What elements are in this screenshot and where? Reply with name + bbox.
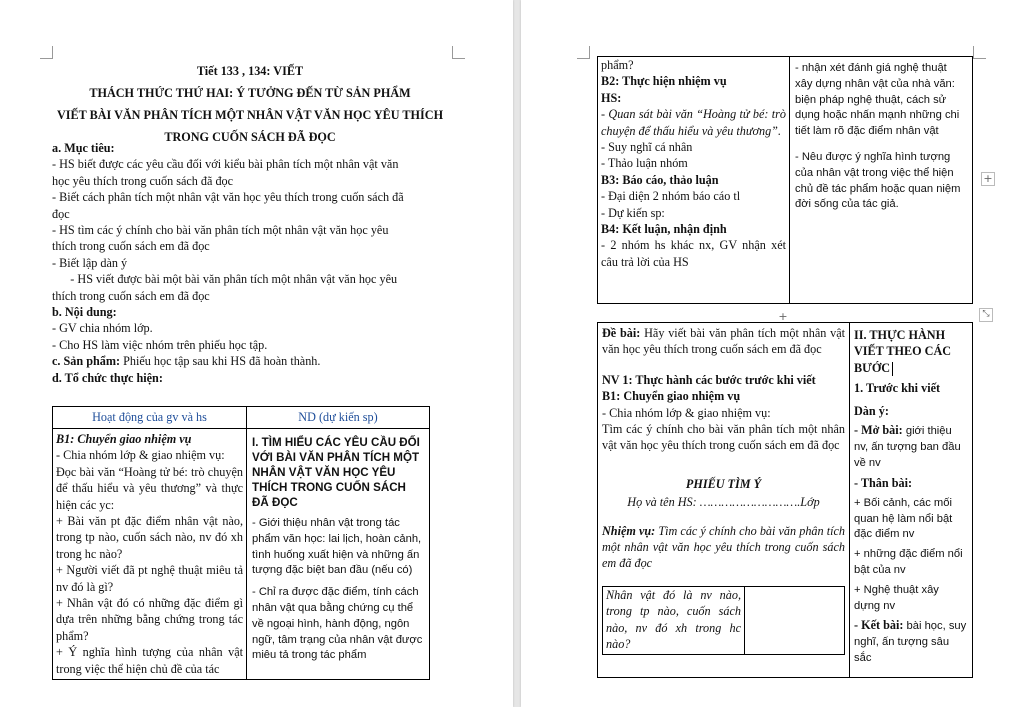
- step-label: Đề bài:: [602, 326, 641, 340]
- text-line: - HS tìm các ý chính cho bài văn phân tích một nhân vật văn học yêu: [52, 223, 389, 238]
- text-line: đọc: [52, 206, 70, 221]
- text-line: + Bài văn pt đặc điểm nhân vật nào, trong tp nào, cuốn sách nào, nv đó xh trong hc nào?: [56, 514, 243, 561]
- margin-marker: [973, 46, 986, 59]
- table-move-handle[interactable]: ⤡: [979, 308, 993, 322]
- worksheet-answer-cell[interactable]: [745, 586, 845, 654]
- step-label: B2: Thực hiện nhiệm vụ: [601, 74, 727, 89]
- outline-part-label: - Kết bài:: [854, 618, 904, 633]
- text-line: - Chia nhóm lớp & giao nhiệm vụ:: [602, 405, 771, 420]
- section-heading: b. Nội dung:: [52, 305, 117, 320]
- margin-marker: [40, 46, 53, 59]
- worksheet-question-cell: Nhân vật đó là nv nào, trong tp nào, cuốn sách nào, nv đó xh trong hc nào?: [603, 586, 745, 654]
- outline-conclusion: [854, 618, 968, 666]
- worksheet-table: [602, 586, 845, 655]
- lesson-title-block: [40, 60, 460, 148]
- table-cell-content: [790, 57, 973, 304]
- table-cell-content: [247, 429, 430, 680]
- practice-table: [597, 322, 973, 678]
- task-line: [602, 523, 845, 572]
- text-line: - nhận xét đánh giá nghệ thuật xây dựng nhân vật của nhà văn: biện pháp nghệ thuật, cách sử dụng hoặc nhấn mạnh những chi tiết làm rõ đặc điểm nhân vật: [795, 62, 960, 138]
- content-subheading: 1. Trước khi viết: [854, 381, 941, 396]
- assignment-line: [602, 325, 845, 358]
- outline-intro: [854, 423, 968, 471]
- text-line: - Biết cách phân tích một nhân vật văn học yêu thích trong cuốn sách đã: [52, 190, 404, 205]
- step-label: NV 1: Thực hành các bước trước khi viết: [602, 372, 816, 387]
- text-line: - Thảo luận nhóm: [601, 156, 688, 171]
- text-line: + Nghệ thuật xây dựng nv: [854, 583, 939, 612]
- text-line: giới thiệu nv, ấn tượng ban đầu về nv: [854, 425, 961, 469]
- section-heading: c. Sản phẩm:: [52, 354, 121, 369]
- text-line: + những đặc điểm nổi bật của nv: [854, 548, 963, 577]
- step-label: B1: Chuyển giao nhiệm vụ: [602, 389, 741, 404]
- table-cell-content: [850, 323, 973, 678]
- text-line: - Suy nghĩ cá nhân: [601, 140, 693, 155]
- activity-table-continued: [597, 56, 973, 304]
- worksheet-title: PHIẾU TÌM Ý: [685, 476, 762, 491]
- outline-part-label: - Mở bài:: [854, 423, 903, 438]
- text-line: Đọc bài văn “Hoàng tử bé: trò chuyện để thấu hiểu và yêu thương” và thực hiện các yc:: [56, 464, 243, 512]
- text-line: Tìm các ý chính cho bài văn phân tích một nhân vật văn học yêu thích trong cuốn sách em đã đọc: [602, 523, 845, 571]
- text-line: - Nêu được ý nghĩa hình tượng của nhân vật trong việc thể hiện chủ đề tác phẩm hoặc quan niệm đời sống của tác giả.: [795, 150, 961, 211]
- insert-row-button[interactable]: +: [778, 310, 788, 323]
- text-line: + Nhân vật đó có những đặc điểm gì dựa trên những bằng chứng trong tác phẩm?: [56, 596, 243, 643]
- margin-marker: [577, 46, 590, 59]
- student-name-line: Họ và tên HS: ……………………….Lớp: [627, 495, 820, 510]
- text-cursor: [892, 362, 893, 376]
- section-heading: d. Tổ chức thực hiện:: [52, 370, 163, 385]
- text-line: Phiếu học tập sau khi HS đã hoàn thành.: [120, 354, 321, 369]
- text-line: - Chỉ ra được đặc điểm, tính cách nhân vật qua bằng chứng cụ thể về ngoại hình, hành động, ngôn ngữ, tâm trạng của nhân vật được miêu tả trong tác phẩm: [252, 586, 423, 662]
- lesson-subtitle: TRONG CUỐN SÁCH ĐÃ ĐỌC: [164, 130, 336, 144]
- lesson-title: Tiết 133 , 134: VIẾT: [196, 64, 304, 78]
- text-line: - Quan sát bài văn “Hoàng tử bé: trò chuyện để thấu hiểu và yêu thương”.: [601, 107, 786, 138]
- section-heading: a. Mục tiêu:: [52, 141, 115, 155]
- lesson-subtitle: THÁCH THỨC THỨ HAI: Ý TƯỞNG ĐẾN TỪ SẢN PHẨM: [89, 86, 411, 100]
- text-line: thích trong cuốn sách em đã đọc: [52, 239, 210, 254]
- table-header: Hoạt động của gv và hs: [53, 407, 247, 429]
- text-line: - Dự kiến sp:: [601, 205, 665, 220]
- content-heading: I. TÌM HIỂU CÁC YÊU CẦU ĐỐI VỚI BÀI VĂN PHÂN TÍCH MỘT NHÂN VẬT VĂN HỌC YÊU THÍCH TRONG CUỐN SÁCH ĐÃ ĐỌC: [252, 436, 420, 509]
- text-line: - HS viết được bài một bài văn phân tích một nhân vật văn học yêu: [52, 272, 398, 287]
- step-label: Nhiệm vụ:: [602, 523, 656, 538]
- lesson-subtitle: VIẾT BÀI VĂN PHÂN TÍCH MỘT NHÂN VẬT VĂN HỌC YÊU THÍCH: [56, 108, 444, 122]
- text-line: + Ý nghĩa hình tượng của nhân vật trong việc thể hiện chủ đề của tác: [56, 645, 243, 676]
- text-line: phẩm?: [601, 58, 634, 72]
- outline-part-label: - Thân bài:: [854, 476, 913, 491]
- text-line: + Bối cảnh, các mối quan hệ làm nổi bật đặc điểm nv: [854, 496, 953, 541]
- text-line: học yêu thích trong cuốn sách đã đọc: [52, 173, 234, 188]
- task-heading: [56, 431, 243, 447]
- step-label: B3: Báo cáo, thảo luận: [601, 172, 719, 187]
- product-line: [52, 353, 432, 369]
- add-row-button[interactable]: +: [981, 172, 995, 186]
- objectives-section: [52, 140, 432, 386]
- content-heading-text: II. THỰC HÀNH VIẾT THEO CÁC BƯỚC: [854, 328, 952, 375]
- step-label: B4: Kết luận, nhận định: [601, 222, 727, 237]
- text-line: - GV chia nhóm lớp.: [52, 321, 153, 336]
- table-cell-activities: [53, 429, 247, 680]
- step-label: HS:: [601, 90, 622, 105]
- text-line: - Đại diện 2 nhóm báo cáo tl: [601, 189, 741, 204]
- table-cell-activities: [598, 323, 850, 678]
- margin-marker: [452, 46, 465, 59]
- text-line: - Chia nhóm lớp & giao nhiệm vụ:: [56, 448, 225, 463]
- text-line: thích trong cuốn sách em đã đọc: [52, 288, 210, 303]
- table-header: ND (dự kiến sp): [247, 407, 430, 429]
- text-line: - HS biết được các yêu cầu đối với kiểu bài phân tích một nhân vật văn: [52, 157, 399, 172]
- text-line: - Giới thiệu nhân vật trong tác phẩm văn học: lai lịch, hoàn cảnh, tình huống xuất hiện và những ấn tượng đặc biệt ban đầu (nếu có): [252, 517, 422, 577]
- text-line: Tìm các ý chính cho bài văn phân tích một nhân vật văn học yêu thích trong cuốn sách em đã đọc: [602, 422, 845, 453]
- text-line: bài học, suy nghĩ, ấn tượng sâu sắc: [854, 620, 967, 664]
- content-heading: [854, 327, 968, 376]
- text-line: - 2 nhóm hs khác nx, GV nhận xét câu trả lời của HS: [601, 238, 786, 269]
- activity-table: [52, 406, 430, 680]
- text-line: - Cho HS làm việc nhóm trên phiếu học tập.: [52, 337, 268, 352]
- text-line: Hãy viết bài văn phân tích một nhân vật văn học yêu thích trong cuốn sách em đã đọc: [602, 326, 846, 357]
- document-page-right: [521, 0, 1024, 707]
- text-line: + Người viết đã pt nghệ thuật miêu tả nv đó là gì?: [56, 563, 243, 594]
- table-cell-activities: [598, 57, 790, 304]
- step-label: B1: Chuyển giao nhiệm vụ: [56, 432, 192, 446]
- outline-label: Dàn ý:: [854, 403, 889, 418]
- text-line: - Biết lập dàn ý: [52, 255, 128, 270]
